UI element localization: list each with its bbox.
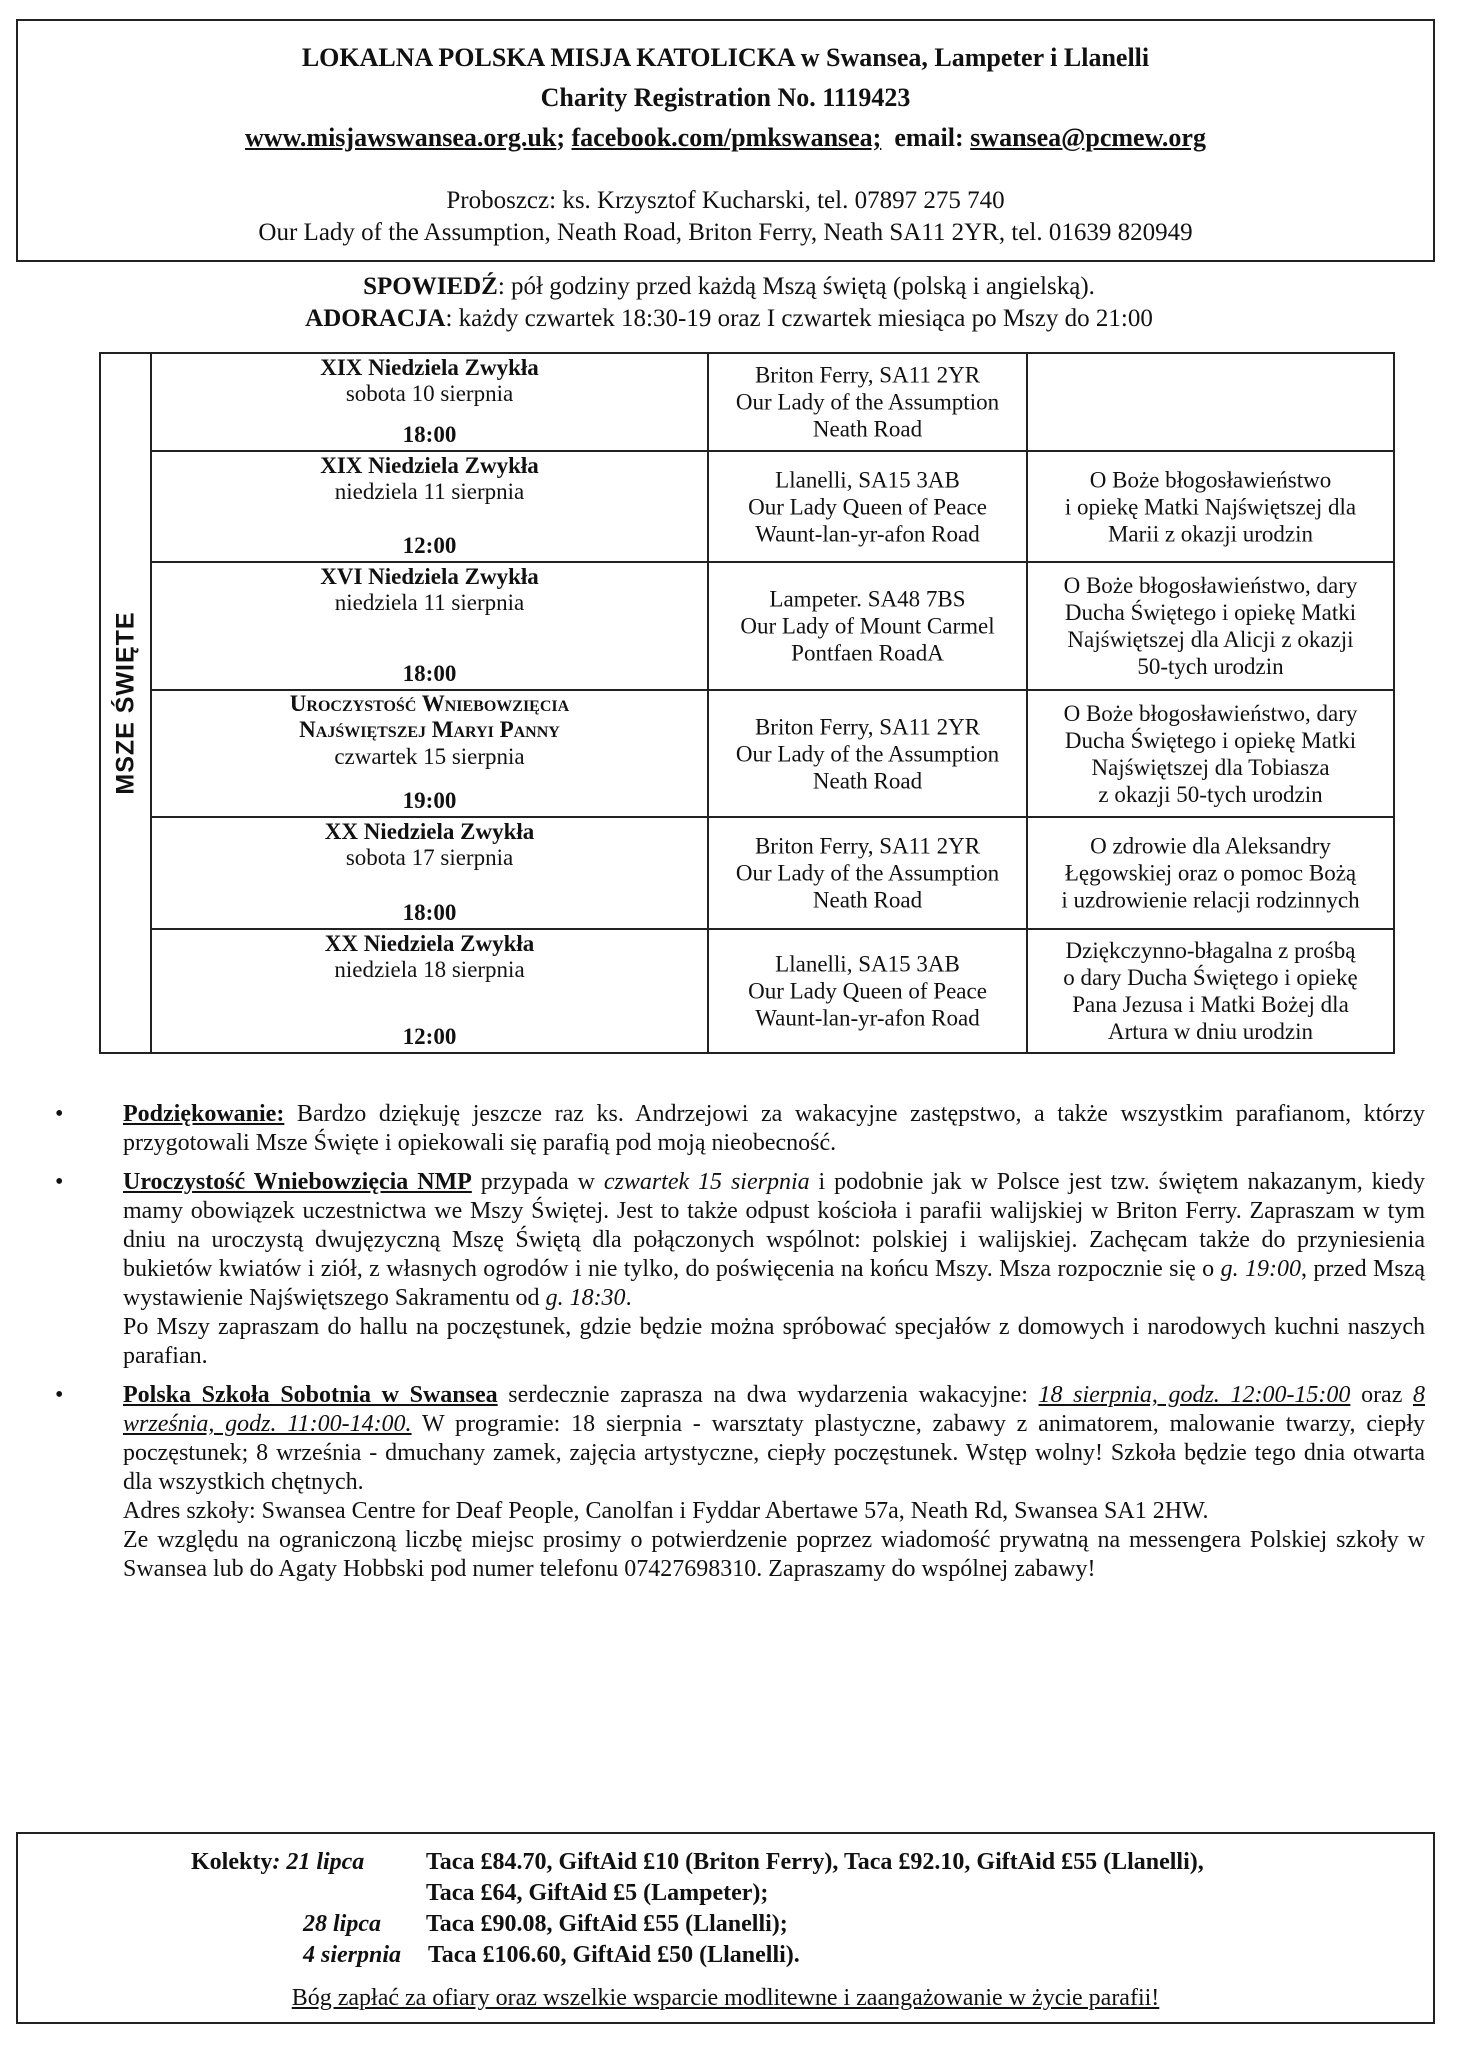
collection-date-text: 28 lipca (303, 1911, 381, 1937)
separator (881, 123, 894, 152)
mass-intention-cell (1028, 354, 1393, 450)
mass-place-line: Pontfaen RoadA (791, 640, 944, 666)
email-label: email: (894, 123, 964, 152)
note-paragraph: Ze względu na ograniczoną liczbę miejsc prosimy o potwierdzenie poprzez wiadomość prywatną na messengera Polskiej szkoły w Swansea lub do Agaty Hobbski pod numer telefonu 07427698310. Zapraszamy do wspólnej zabawy! (123, 1527, 1425, 1582)
email-link[interactable]: swansea@pcmew.org (970, 123, 1206, 152)
collection-date: : 21 lipca (272, 1849, 365, 1875)
mass-intention-line: 50-tych urodzin (1137, 654, 1284, 679)
note-text: oraz (1350, 1382, 1413, 1408)
note-heading: Podziękowanie: (123, 1101, 285, 1127)
mass-place-line: Our Lady Queen of Peace (748, 978, 987, 1004)
mass-liturgy-cell (152, 563, 709, 689)
mass-place-line: Our Lady of the Assumption (735, 389, 1000, 415)
confession-info (0, 273, 1458, 301)
mass-intention-line: Łęgowskiej oraz o pomoc Bożą (1064, 860, 1357, 886)
contact-links (18, 123, 1433, 153)
mass-title: XIX Niedziela Zwykła (320, 355, 539, 380)
note-heading: Polska Szkoła Sobotnia w Swansea (123, 1382, 498, 1408)
bullet: • (55, 1101, 64, 1127)
collection-amounts: Taca £64, GiftAid £5 (Lampeter); (426, 1880, 769, 1906)
mass-place-line: Briton Ferry, SA11 2YR (754, 362, 981, 388)
mass-liturgy-cell (152, 354, 709, 450)
mass-intention-line: Ducha Świętego i opiekę Matki (1064, 600, 1357, 625)
mass-intention-cell (1028, 452, 1393, 561)
address-line: Our Lady of the Assumption, Neath Road, Briton Ferry, Neath SA11 2YR, tel. 01639 820949 (258, 219, 1193, 246)
mass-intention-cell (1028, 930, 1393, 1052)
note-paragraph: Po Mszy zapraszam do hallu na poczęstunek, gdzie będzie można spróbować specjałów z domowych i narodowych kuchni naszych parafian. (123, 1314, 1425, 1369)
note-text: i podobnie jak w Polsce jest tzw. świętem nakazanym, kiedy mamy obowiązek uczestnictwa we Mszy Świętej. Jest to także odpust kościoła i parafii walijskiej w Briton Ferry. Zapraszam w tym dniu na uroczystą dwujęzyczną Mszę Świętą dla połączonych wspólnot: polskiej i walijskiej. Zachęcam także do przyniesienia bukietów kwiatów i ziół, z własnych ogrodów i nie tylko, do poświęcenia na końcu Mszy. Msza rozpocznie się o (123, 1169, 1425, 1282)
note-assumption (55, 1168, 1425, 1371)
confession-text: : pół godziny przed każdą Mszą świętą (polską i angielską). (497, 273, 1095, 300)
note-text: , przed Mszą wystawienie Najświętszego Sakramentu od (123, 1256, 1426, 1311)
note-text: serdecznie zaprasza na dwa wydarzenia wakacyjne: (497, 1382, 1039, 1408)
mass-time: 18:00 (402, 661, 457, 686)
note-text: . (625, 1285, 632, 1311)
mass-date: niedziela 18 sierpnia (334, 957, 525, 982)
adoration-text: : każdy czwartek 18:30-19 oraz I czwartek miesiąca po Mszy do 21:00 (445, 305, 1153, 332)
mass-date: czwartek 15 sierpnia (334, 744, 525, 769)
mass-intention-line: Artura w dniu urodzin (1107, 1019, 1314, 1044)
collection-amounts: Taca £106.60, GiftAid £50 (Llanelli). (428, 1942, 800, 1968)
collection-date-text: 4 sierpnia (303, 1942, 402, 1968)
mass-place-line: Neath Road (812, 416, 923, 442)
mass-intention-line: z okazji 50-tych urodzin (1098, 781, 1323, 807)
mass-date: niedziela 11 sierpnia (334, 590, 525, 615)
mass-place-line: Waunt-lan-yr-afon Road (755, 1005, 980, 1031)
note-text: przypada w (471, 1169, 604, 1195)
mass-intention-line: Marii z okazji urodzin (1107, 521, 1313, 546)
mass-title: XIX Niedziela Zwykła (320, 453, 539, 478)
mass-date: sobota 10 sierpnia (345, 381, 514, 406)
mass-intention-line: o dary Ducha Świętego i opiekę (1063, 965, 1358, 990)
thanks-line: Bóg zapłać za ofiary oraz wszelkie wsparcie modlitewne i zaangażowanie w życie parafii! (291, 1985, 1160, 2011)
adoration-label: ADORACJA (305, 305, 446, 332)
note-text: W programie: 18 sierpnia - warsztaty plastyczne, zabawy z animatorem, malowanie twarzy, ciepły poczęstunek; 8 września - dmuchany zamek, zajęcia artystyczne, ciepły poczęstunek. Wstęp wolny! Szkoła będzie tego dnia otwarta dla wszystkich chętnych. (123, 1411, 1425, 1495)
mass-date: sobota 17 sierpnia (345, 845, 514, 870)
mass-intention-line: Najświętszej dla Tobiasza (1091, 754, 1330, 780)
mass-time: 19:00 (402, 788, 457, 813)
mass-time: 12:00 (402, 1024, 457, 1049)
mass-intention-cell (1028, 691, 1393, 816)
mass-place-line: Llanelli, SA15 3AB (775, 467, 960, 492)
note-text: Bardzo dziękuję jeszcze raz ks. Andrzejowi za wakacyjne zastępstwo, a także wszystkim parafianom, którzy przygotowali Msze Święte i opiekowali się parafią pod moją nieobecność. (123, 1101, 1425, 1156)
mass-row (152, 930, 1393, 1052)
mass-date: niedziela 11 sierpnia (334, 479, 525, 504)
mass-place-line: Briton Ferry, SA11 2YR (754, 714, 981, 739)
mass-intention-line: Dziękczynno-błagalna z prośbą (1065, 938, 1356, 963)
mass-place-cell (709, 354, 1028, 450)
mass-title-line2: Najświętszej Maryi Panny (299, 717, 560, 742)
adoration-info (0, 305, 1458, 333)
facebook-link[interactable]: facebook.com/pmkswansea; (571, 123, 882, 152)
mass-place-line: Our Lady Queen of Peace (748, 494, 987, 519)
mass-row (152, 354, 1393, 452)
mass-place-cell (709, 452, 1028, 561)
mass-intention-cell (1028, 563, 1393, 689)
mass-title: XX Niedziela Zwykła (324, 931, 535, 956)
mass-place-line: Briton Ferry, SA11 2YR (754, 833, 981, 859)
mass-time: 18:00 (402, 900, 457, 925)
mass-schedule-table (99, 352, 1395, 1054)
mass-intention-cell (1028, 818, 1393, 928)
mass-row (152, 818, 1393, 930)
mass-intention-line: O zdrowie dla Aleksandry (1090, 833, 1331, 859)
note-date: 18 sierpnia, godz. 12:00-15:00 (1038, 1382, 1351, 1408)
mass-row (152, 691, 1393, 818)
note-time: g. 18:30 (545, 1285, 626, 1311)
mass-liturgy-cell (152, 930, 709, 1052)
mass-liturgy-cell (152, 452, 709, 561)
note-date: czwartek 15 sierpnia (603, 1169, 810, 1195)
mass-title: XX Niedziela Zwykła (324, 819, 535, 844)
collection-label-text: Kolekty (191, 1849, 273, 1875)
note-date: 8 września, godz. 11:00-14:00. (123, 1382, 1425, 1437)
mass-liturgy-cell (152, 818, 709, 928)
separator: ; (556, 123, 572, 152)
mass-place-cell (709, 930, 1028, 1052)
mass-place-line: Our Lady of Mount Carmel (740, 613, 995, 639)
mass-place-line: Our Lady of the Assumption (735, 741, 1000, 766)
note-thanks (55, 1100, 1425, 1158)
mass-row (152, 452, 1393, 563)
bullet: • (55, 1169, 64, 1195)
collection-amounts: Taca £90.08, GiftAid £55 (Llanelli); (426, 1911, 788, 1937)
confession-label: SPOWIEDŹ (363, 273, 498, 300)
side-label-text: MSZE ŚWIĘTE (111, 611, 139, 795)
announcements (55, 1100, 1425, 1591)
mass-side-label (101, 354, 152, 1052)
mass-intention-line: O Boże błogosławieństwo (1089, 467, 1332, 492)
mass-place-line: Waunt-lan-yr-afon Road (755, 521, 980, 546)
note-heading: Uroczystość Wniebowzięcia NMP (123, 1169, 472, 1195)
mass-liturgy-cell (152, 691, 709, 816)
website-link[interactable]: www.misjawswansea.org.uk (245, 123, 557, 152)
header-box (16, 19, 1435, 262)
mass-place-line: Llanelli, SA15 3AB (775, 951, 960, 977)
mass-place-cell (709, 818, 1028, 928)
collection-amounts: Taca £84.70, GiftAid £10 (Briton Ferry), Taca £92.10, GiftAid £55 (Llanelli), (426, 1849, 1204, 1875)
mass-place-line: Neath Road (812, 887, 923, 913)
mission-title: LOKALNA POLSKA MISJA KATOLICKA w Swansea, Lampeter i Llanelli (301, 43, 1150, 72)
priest-line: Proboszcz: ks. Krzysztof Kucharski, tel. 07897 275 740 (446, 187, 1005, 214)
mass-time: 12:00 (402, 533, 457, 558)
mass-title: Uroczystość Wniebowzięcia (289, 691, 570, 716)
collections-box (16, 1832, 1435, 2024)
collection-date (303, 1911, 381, 1938)
mass-place-cell (709, 563, 1028, 689)
mass-intention-line: Ducha Świętego i opiekę Matki (1064, 727, 1357, 753)
mass-intention-line: i opiekę Matki Najświętszej dla (1064, 494, 1357, 519)
mass-time: 18:00 (402, 422, 457, 447)
collection-label (191, 1849, 364, 1876)
note-school (55, 1381, 1425, 1584)
mass-intention-line: Pana Jezusa i Matki Bożej dla (1072, 992, 1349, 1017)
bullet: • (55, 1382, 64, 1408)
charity-registration: Charity Registration No. 1119423 (540, 83, 911, 112)
mass-title: XVI Niedziela Zwykła (320, 564, 539, 589)
mass-place-line: Neath Road (812, 768, 923, 793)
mass-place-line: Lampeter. SA48 7BS (769, 586, 966, 612)
mass-place-line: Our Lady of the Assumption (735, 860, 1000, 886)
mass-place-cell (709, 691, 1028, 816)
note-paragraph: Adres szkoły: Swansea Centre for Deaf People, Canolfan i Fyddar Abertawe 57a, Neath Rd, Swansea SA1 2HW. (123, 1498, 1209, 1524)
mass-intention-line: O Boże błogosławieństwo, dary (1063, 700, 1358, 726)
mass-row (152, 563, 1393, 691)
mass-intention-line: O Boże błogosławieństwo, dary (1063, 573, 1358, 598)
note-time: g. 19:00 (1220, 1256, 1301, 1282)
mass-intention-line: Najświętszej dla Alicji z okazji (1067, 627, 1354, 652)
mass-intention-line: i uzdrowienie relacji rodzinnych (1061, 887, 1360, 913)
collection-date (303, 1942, 401, 1969)
